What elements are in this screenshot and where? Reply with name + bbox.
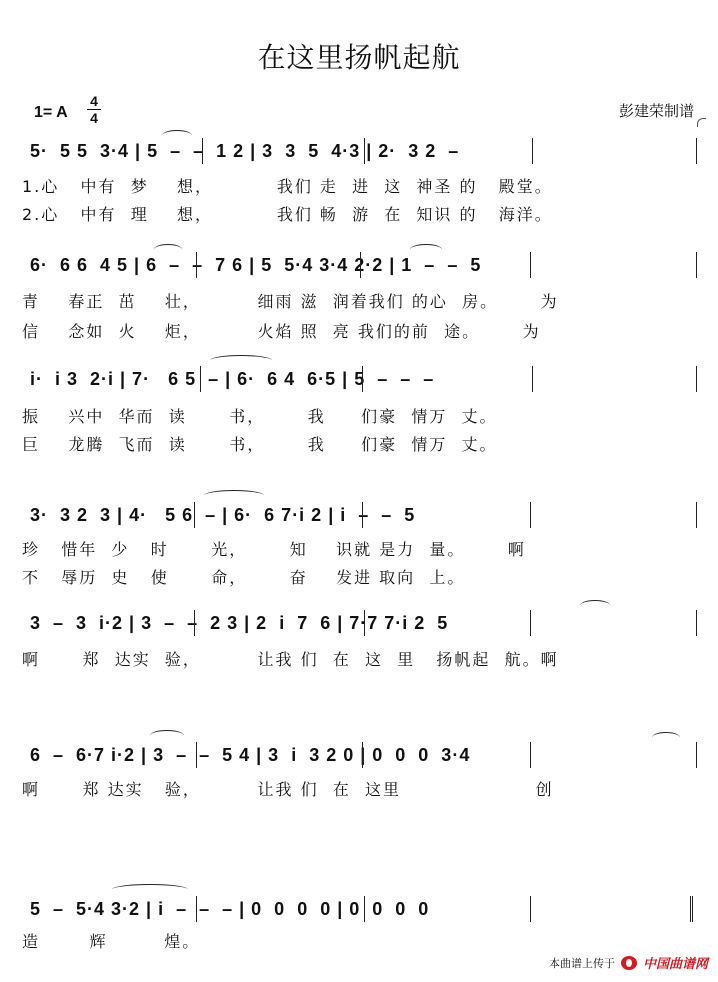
notation-line: 5 – 5·4 3·2 | i – – – | 0 0 0 0 | 0 0 0 0	[30, 899, 430, 919]
slur	[162, 130, 192, 141]
composer-mark	[697, 118, 706, 127]
composer-credit: 彭建荣制谱	[618, 102, 694, 120]
notation-line: i· i 3 2·i | 7· 6 5 – | 6· 6 4 6·5 | 5 – – –	[30, 369, 435, 389]
key-label: 1= A	[34, 104, 68, 121]
lyric-verse-1: 1.心 中有 梦 想， 我们 走 进 这 神圣 的 殿堂。	[22, 177, 553, 196]
lyric-verse-2: 不 辱历 史 使 命， 奋 发进 取向 上。	[22, 568, 466, 587]
slur	[150, 730, 184, 741]
lyric-verse-2: 巨 龙腾 飞而 读 书， 我 们豪 情万 丈。	[22, 435, 498, 454]
site-logo-icon	[621, 956, 637, 970]
slur	[410, 244, 442, 255]
lyric-verse-2: 信 念如 火 炬， 火焰 照 亮 我们的前 途。 为	[22, 322, 541, 341]
time-signature	[86, 93, 102, 126]
time-signature-bottom: 4	[90, 110, 98, 126]
notation-line: 5· 5 5 3·4 | 5 – – 1 2 | 3 3 5 4·3 | 2· 3 2 –	[30, 141, 460, 161]
lyric-verse-1: 啊 郑 达实 验， 让我 们 在 这里 创	[22, 780, 554, 799]
lyric-verse-1: 造 辉 煌。	[22, 932, 201, 951]
source-footer	[549, 953, 708, 972]
notation-line: 3· 3 2 3 | 4· 5 6 – | 6· 6 7·i 2 | i – – 5	[30, 505, 416, 525]
slur	[652, 732, 680, 743]
song-title: 在这里扬帆起航	[257, 41, 461, 74]
lyric-verse-1: 振 兴中 华而 读 书， 我 们豪 情万 丈。	[22, 407, 498, 426]
notation-line: 3 – 3 i·2 | 3 – – 2 3 | 2 i 7 6 | 7·7 7·i 2 5	[30, 613, 449, 633]
notation-line: 6 – 6·7 i·2 | 3 – – 5 4 | 3 i 3 2 0 | 0 0 0 3·4	[30, 745, 471, 765]
uploaded-text: 本曲谱上传于	[548, 956, 615, 970]
slur	[210, 355, 272, 366]
notation-line: 6· 6 6 4 5 | 6 – – 7 6 | 5 5·4 3·4 2·2 | 1 – – 5	[30, 255, 482, 275]
slur	[154, 244, 182, 255]
lyric-verse-1: 青 春正 茁 壮， 细雨 滋 润着我们 的心 房。 为	[22, 292, 559, 311]
slur	[204, 490, 264, 501]
lyric-verse-1: 啊 郑 达实 验， 让我 们 在 这 里 扬帆起 航。啊	[22, 650, 559, 669]
site-name[interactable]: 中国曲谱网	[642, 957, 708, 972]
lyric-verse-2: 2.心 中有 理 想， 我们 畅 游 在 知识 的 海洋。	[22, 205, 553, 224]
lyric-verse-1: 珍 惜年 少 时 光， 知 识就 是力 量。 啊	[22, 540, 526, 559]
key-signature	[34, 104, 68, 122]
slur	[580, 600, 610, 611]
slur	[112, 884, 188, 895]
time-signature-top: 4	[90, 93, 98, 109]
